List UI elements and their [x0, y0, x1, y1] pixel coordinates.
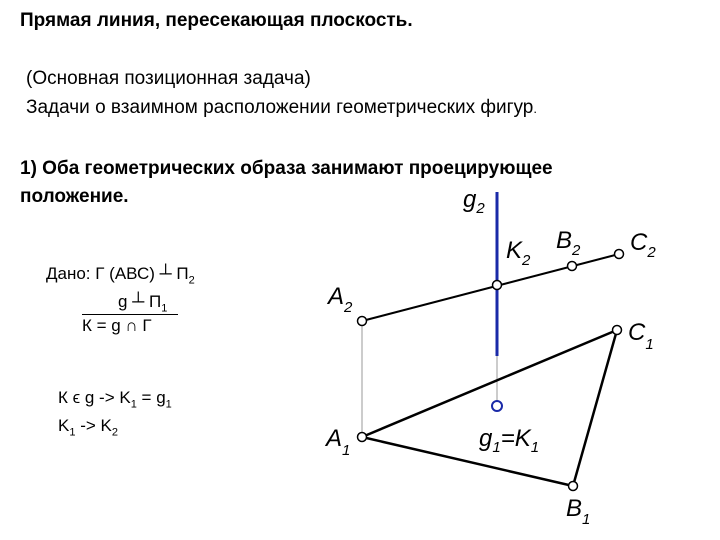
label-K2: $K_2$: [506, 237, 531, 269]
label-g2: $g_2$: [463, 186, 485, 217]
given-line-1-sub: 2: [188, 274, 195, 287]
step-line-2-b: -> K: [75, 416, 112, 435]
point-C1: [613, 326, 622, 335]
perpendicular-symbol: ┴: [159, 264, 172, 283]
label-C1: $C_1$: [628, 319, 654, 353]
label-B1: $B_1$: [566, 495, 591, 528]
triangle-A1B1C1: [362, 330, 617, 486]
given-line-1-prefix: Дано: Г (АВС): [46, 264, 160, 283]
given-line-3: К = g ∩ Г: [82, 316, 152, 335]
perpendicular-symbol: ┴: [132, 292, 145, 311]
point-g1-K1: [492, 401, 502, 411]
subtitle-line-2-text: Задачи о взаимном расположении геометрических фигур: [26, 97, 534, 118]
label-g1-equals-K1: $g_1=K_1$: [479, 425, 540, 456]
step-line-2-a-sub: 1: [69, 426, 76, 439]
point-C2: [615, 250, 624, 259]
subtitle-line-2-end: .: [533, 101, 538, 116]
step-line-1-b: = g: [136, 388, 166, 407]
step-line-1-a-sub: 1: [130, 398, 137, 411]
label-A1: $A_1$: [326, 425, 351, 459]
subtitle-line-1: (Основная позиционная задача): [26, 68, 311, 89]
given-line-1-tail: П: [171, 264, 189, 283]
point-B2: [568, 262, 577, 271]
point-B1: [569, 482, 578, 491]
given-line-2-tail: П: [144, 292, 162, 311]
case-heading-line-2: положение.: [20, 186, 129, 207]
label-C2: $C_2$: [630, 229, 656, 261]
label-B2: $B_2$: [556, 227, 581, 259]
plane-frontal-trace: [362, 254, 619, 321]
step-line-2-b-sub: 2: [111, 426, 118, 439]
step-line-2-a: K: [58, 416, 70, 435]
given-line-2-prefix: g: [118, 292, 133, 311]
point-A1: [358, 433, 367, 442]
point-K2: [493, 281, 502, 290]
slide-title: Прямая линия, пересекающая плоскость.: [20, 10, 413, 31]
step-line-1-b-sub: 1: [165, 398, 172, 411]
label-A2: $A_2$: [328, 283, 353, 316]
step-line-1-a: К ϵ g -> K: [58, 388, 131, 407]
point-A2: [358, 317, 367, 326]
given-line-2-sub: 1: [161, 302, 168, 315]
case-heading-line-1: 1) Оба геометрических образа занимают проецирующее: [20, 158, 553, 179]
